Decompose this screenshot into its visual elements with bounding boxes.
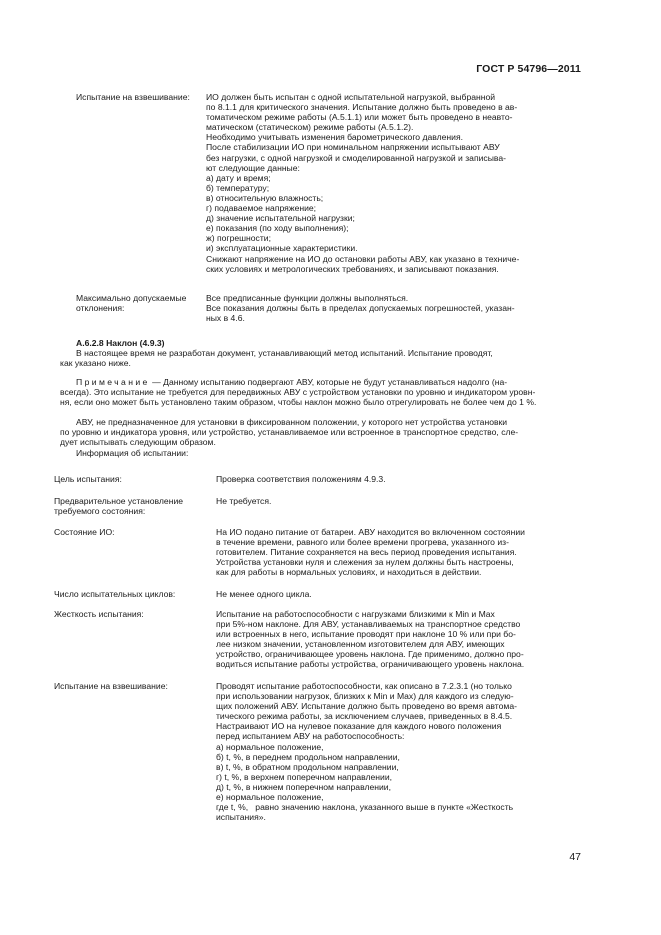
weighing-test-label: Испытание на взвешивание: [76,92,190,102]
text-line: Снижают напряжение на ИО до остановки работы АВУ, как указано в техниче- [206,253,520,264]
text-line: ИО должен быть испытан с одной испытательной нагрузкой, выбранной [206,92,496,102]
text-line: Проверка соответствия положениям 4.9.3. [216,474,386,484]
text-line: е) нормальное положение, [216,792,324,803]
max-deviation-label [76,293,186,313]
purpose-label: Цель испытания: [54,474,122,484]
text-line: перед испытанием АВУ на работоспособность: [216,731,405,742]
text-line: по 8.1.1 для критического значения. Испытание должно быть проведено в ав- [206,102,518,113]
text-line: щих положений АВУ. Испытание должно быть проведено во время автома- [216,701,517,712]
text-line: б) температуру; [206,182,270,193]
text-line: ют следующие данные: [206,162,300,173]
text-line: На ИО подано питание от батареи. АВУ находится во включенном состоянии [216,527,525,537]
text-line: и) эксплуатационные характеристики. [206,243,358,254]
text-line: при использовании нагрузок, близких к Min и Max) для каждого из следую- [216,691,514,702]
text-line: После стабилизации ИО при номинальном напряжении испытывают АВУ [206,142,500,153]
page-number: 47 [569,851,581,863]
note-text: — Данному испытанию подвергают АВУ, которые не будут устанавливаться надолго (на- [149,377,508,387]
weighing2-label: Испытание на взвешивание: [54,681,168,691]
cycles-label: Число испытательных циклов: [54,589,176,599]
severity-label: Жесткость испытания: [54,609,144,619]
text-line: без нагрузки, с одной нагрузкой и смоделированной нагрузкой и записыва- [206,152,506,163]
state-label: Состояние ИО: [54,527,115,537]
text-line: а) дату и время; [206,172,271,183]
label-line: Максимально допускаемые [76,293,187,303]
text-line: матическом (статическом) режиме работы (А.5.1.2). [206,122,414,133]
text-line: дует испытывать следующим образом. [60,437,216,448]
text-line: в) t, %, в обратном продольном направлении, [216,761,399,772]
text-line: Испытание на работоспособности с нагрузками близкими к Min и Max [216,609,495,619]
precondition-label [54,496,183,516]
label-line: отклонения: [76,303,125,314]
text-line: в) относительную влажность; [206,192,324,203]
weighing2-text [216,681,517,822]
text-line: водиться испытание работы устройства, ограничивающего уровень наклона. [216,659,525,670]
cycles-text [216,589,312,599]
text-line: или встроенных в него, испытание проводят при наклоне 10 % или при бо- [216,629,516,640]
text-line: тического режима работы, за исключением случаев, приведенных в 8.4.5. [216,711,513,722]
label-line: Предварительное установление [54,496,184,506]
text-line: Проводят испытание работоспособности, как описано в 7.2.3.1 (но только [216,681,512,691]
text-line: а) нормальное положение, [216,741,324,752]
text-line: испытания». [216,812,266,823]
text-line: как для работы в нормальных условиях, и находиться в действии. [216,567,482,578]
note-paragraph [60,377,537,408]
text-line: г) t, %, в верхнем поперечном направлении, [216,771,393,782]
page-header-standard-code: ГОСТ Р 54796—2011 [476,63,581,75]
purpose-text [216,474,386,484]
precondition-text [216,496,271,506]
text-line: ня, если оно может быть установлено таким образом, чтобы наклон можно было отрегулировать не более чем до 1 %. [60,397,537,408]
text-line: д) значение испытательной нагрузки; [206,213,355,224]
text-line: где t, %, равно значению наклона, указанного выше в пункте «Жесткость [216,802,514,813]
text-line: АВУ, не предназначенное для установки в фиксированном положении, у которого нет устройства установки [76,417,508,427]
note-first-line [76,377,536,387]
text-line: д) t, %, в нижнем поперечном направлении, [216,781,391,792]
section-heading: А.6.2.8 Наклон (4.9.3) [76,338,165,348]
text-line: всегда). Это испытание не требуется для передвижных АВУ с устройством установки по уровню и индикатором уровн- [60,387,536,398]
text-line: Не требуется. [216,496,272,506]
label-line: требуемого состояния: [54,506,146,517]
text-line: Необходимо учитывать изменения барометрического давления. [206,132,463,143]
text-line: Устройства установки нуля и слежения за нулем должны быть настроены, [216,557,514,568]
text-line: В настоящее время не разработан документ, устанавливающий метод испытаний. Испытание проводят, [76,348,493,358]
info-intro: Информация об испытании: [76,448,189,458]
text-line: устройство, ограничивающее уровень наклона. Где применимо, должно про- [216,649,524,660]
text-line: ских условиях и метрологических требованиях, и записывают показания. [206,263,499,274]
text-line: Не менее одного цикла. [216,589,312,599]
text-line: в течение времени, равного или более времени прогрева, указанного из- [216,537,509,548]
intro-paragraph [60,348,493,369]
state-text [216,527,525,577]
text-line: б) t, %, в переднем продольном направлении, [216,751,400,762]
main-paragraph [60,417,519,448]
text-line: г) подаваемое напряжение; [206,203,317,214]
text-line: Все предписанные функции должны выполняться. [206,293,409,303]
note-word: Примечание [76,377,150,387]
text-line: томатическом режиме работы (А.5.1.1) или может быть проведено в неавто- [206,112,513,123]
text-line: по уровню и индикатора уровня, или устройство, устанавливаемое или встроенное в транспортное средство, сле- [60,427,519,438]
text-line: при 5%-ном наклоне. Для АВУ, устанавливаемых на транспортное средство [216,619,521,630]
text-line: ж) погрешности; [206,233,271,244]
severity-text [216,609,524,670]
text-line: Настраивают ИО на нулевое показание для каждого нового положения [216,721,502,732]
text-line: готовителем. Питание сохраняется на весь период проведения испытания. [216,547,517,558]
text-line: лее низком значении, установленном изготовителем для АВУ, имеющих [216,639,505,650]
text-line: е) показания (по ходу выполнения); [206,223,349,234]
text-line: ных в 4.6. [206,313,245,324]
max-deviation-text [206,293,515,323]
text-line: Все показания должны быть в пределах допускаемых погрешностей, указан- [206,303,515,314]
text-line: как указано ниже. [60,358,131,369]
weighing-test-text [206,92,519,274]
